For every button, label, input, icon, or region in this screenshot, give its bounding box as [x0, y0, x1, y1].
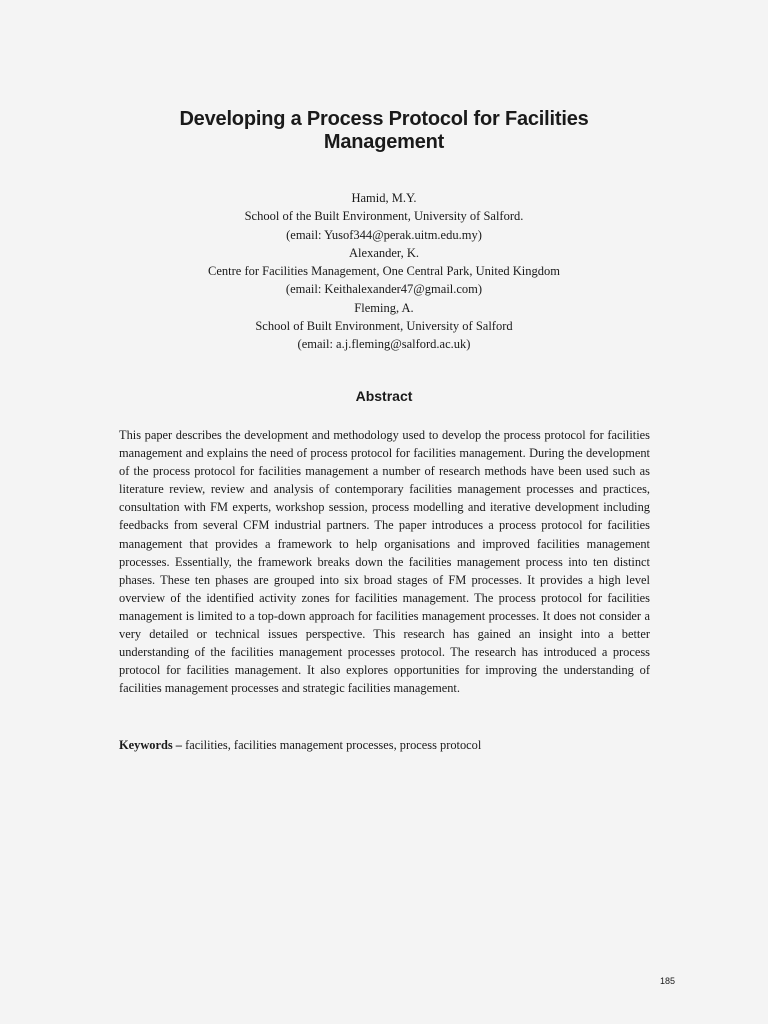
paper-title-line-2: Management — [323, 131, 445, 153]
author-block — [0, 189, 768, 354]
abstract-heading: Abstract — [355, 388, 413, 404]
author-name: Fleming, A. — [354, 300, 414, 315]
keywords-line — [119, 736, 650, 754]
page-number: 185 — [660, 976, 676, 986]
paper-title-line-1: Developing a Process Protocol for Facilities — [179, 108, 589, 130]
author-affiliation: Centre for Facilities Management, One Central Park, United Kingdom — [208, 264, 560, 279]
author-affiliation: School of the Built Environment, University of Salford. — [244, 209, 524, 224]
abstract-body: This paper describes the development and methodology used to develop the process protocol for facilities management and explains the need of process protocol for facilities management. During the development of the process protocol for facilities management a number of research methods have been used such as literature review, review and analysis of contemporary facilities management processes and practices, consultation with FM experts, workshop session, process modelling and iterative development including feedbacks from several CFM industrial partners. The paper introduces a process protocol for facilities management that provides a framework to help organisations and improved facilities management processes. Essentially, the framework breaks down the facilities management process into ten distinct phases. These ten phases are grouped into six broad stages of FM processes. It provides a high level overview of the identified activity zones for facilities management. The process protocol for facilities management is limited to a top-down approach for facilities management processes. It does not consider a very detailed or technical issues perspective. This research has gained an insight into a better understanding of the facilities management processes protocol. The research has introduced a process protocol for facilities management. It also explores opportunities for improving the understanding of facilities management processes and strategic facilities management. — [119, 428, 650, 696]
author-affiliation: School of Built Environment, University of Salford — [255, 319, 513, 334]
author-name: Alexander, K. — [349, 245, 419, 260]
paper-title — [0, 108, 768, 154]
author-email: (email: Keithalexander47@gmail.com) — [285, 282, 483, 297]
author-email: (email: Yusof344@perak.uitm.edu.my) — [286, 227, 482, 242]
keywords-text: facilities, facilities management processes, process protocol — [181, 738, 482, 752]
author-name: Hamid, M.Y. — [351, 191, 417, 205]
author-email: (email: a.j.fleming@salford.ac.uk) — [297, 337, 471, 352]
keywords-label: Keywords – — [119, 738, 182, 752]
